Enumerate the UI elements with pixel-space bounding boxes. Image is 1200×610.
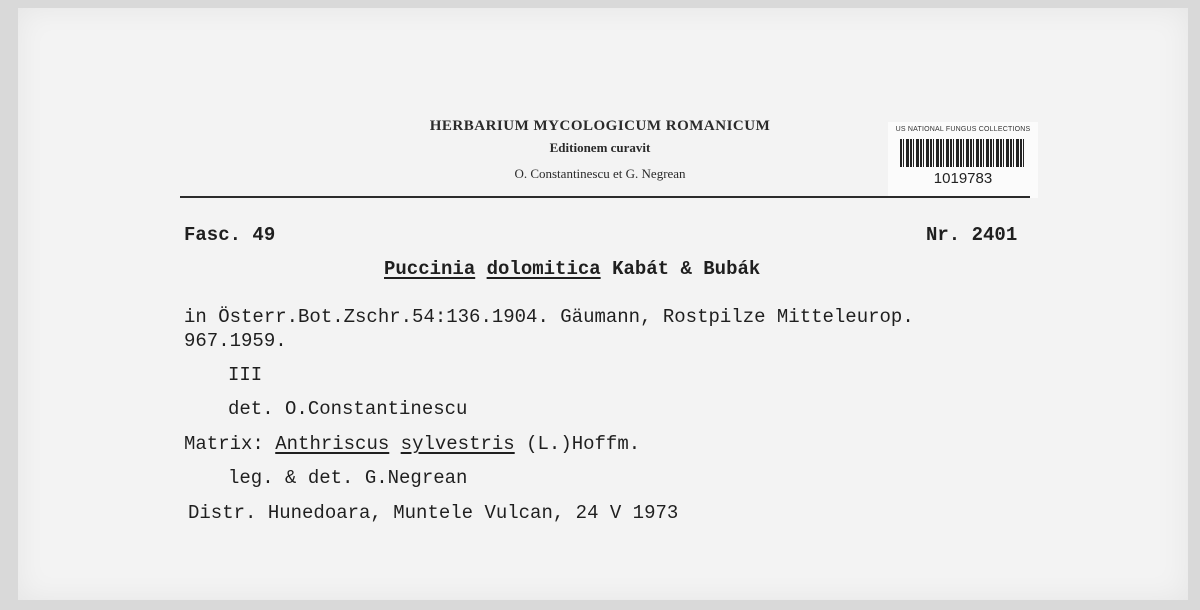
barcode-collection-name: US NATIONAL FUNGUS COLLECTIONS [895,126,1031,133]
barcode-icon [900,139,1026,167]
barcode-label [888,122,1038,198]
taxon-species: dolomitica [486,258,601,280]
taxon-genus: Puccinia [384,258,476,280]
barcode-number: 1019783 [933,170,993,187]
taxon-name [384,258,760,280]
determiner: det. O.Constantinescu [228,398,468,420]
host-species: sylvestris [400,433,515,455]
herbarium-title: HERBARIUM MYCOLOGICUM ROMANICUM [429,118,771,134]
host-genus: Anthriscus [275,433,390,455]
herbarium-subtitle: Editionem curavit [549,140,651,155]
header-divider [180,196,1030,198]
matrix-label: Matrix: [184,433,264,455]
fascicle-number: Fasc. 49 [184,224,276,246]
citation-line-1: in Österr.Bot.Zschr.54:136.1904. Gäumann, Rostpilze Mitteleurop. [184,306,914,328]
matrix-line [184,433,640,455]
spore-stage: III [228,364,263,386]
specimen-number: Nr. 2401 [926,224,1018,246]
herbarium-editors: O. Constantinescu et G. Negrean [514,166,686,181]
locality: Distr. Hunedoara, Muntele Vulcan, 24 V 1973 [188,502,679,524]
herbarium-label [18,8,1188,600]
taxon-authors: Kabát & Bubák [612,258,761,280]
collector: leg. & det. G.Negrean [228,467,468,489]
citation-line-2: 967.1959. [184,330,287,352]
host-authors: (L.)Hoffm. [526,433,641,455]
